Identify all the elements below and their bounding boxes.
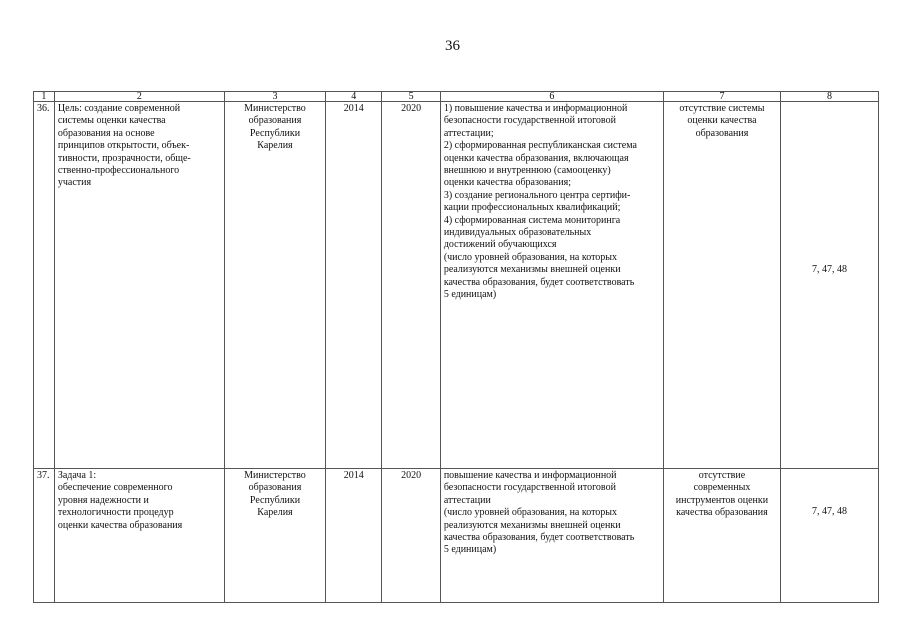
executor-text: Министерство образования Республики Карелия: [224, 469, 325, 603]
expected-result-text: 1) повышение качества и информационной безопасности государственной итоговой аттестации; 2) сформированная республиканская система оценки качества образования, включающая внешнюю и внутреннюю (самооценку) оценки качества образования; 3) создание регионального центра сертифи- кации профессиональных квалификаций; 4) сформированная система мониторинга индивидуальных образовательных достижений обучающихся (число уровней образования, на которых реализуются механизмы внешней оценки качества образования, будет соответствовать 5 единицам): [440, 102, 663, 469]
column-header: 2: [54, 92, 224, 102]
column-header: 1: [34, 92, 55, 102]
row-number: 37.: [34, 469, 55, 603]
table-row: [34, 469, 879, 603]
goal-text: Цель: создание современной системы оценки качества образования на основе принципов открытости, объек- тивности, прозрачности, обще- ственно-профессионального участия: [54, 102, 224, 469]
program-table: [33, 91, 879, 603]
column-header: 7: [664, 92, 781, 102]
expected-result-text: повышение качества и информационной безопасности государственной итоговой аттестации (число уровней образования, на которых реализуются механизмы внешней оценки качества образования, будет соответствовать 5 единицам): [440, 469, 663, 603]
column-header: 6: [440, 92, 663, 102]
start-year: 2014: [326, 102, 382, 469]
row-number: 36.: [34, 102, 55, 469]
indicator-link: 7, 47, 48: [780, 102, 878, 469]
column-header: 8: [780, 92, 878, 102]
table-row: [34, 102, 879, 469]
start-year: 2014: [326, 469, 382, 603]
consequence-text: отсутствие системы оценки качества образования: [664, 102, 781, 469]
column-header: 3: [224, 92, 325, 102]
column-header: 5: [382, 92, 440, 102]
end-year: 2020: [382, 469, 440, 603]
table-header-row: [34, 92, 879, 102]
page-number: 36: [445, 38, 460, 54]
executor-text: Министерство образования Республики Карелия: [224, 102, 325, 469]
task-text: Задача 1: обеспечение современного уровня надежности и технологичности процедур оценки качества образования: [54, 469, 224, 603]
indicator-link: 7, 47, 48: [780, 469, 878, 603]
end-year: 2020: [382, 102, 440, 469]
column-header: 4: [326, 92, 382, 102]
consequence-text: отсутствие современных инструментов оценки качества образования: [664, 469, 781, 603]
